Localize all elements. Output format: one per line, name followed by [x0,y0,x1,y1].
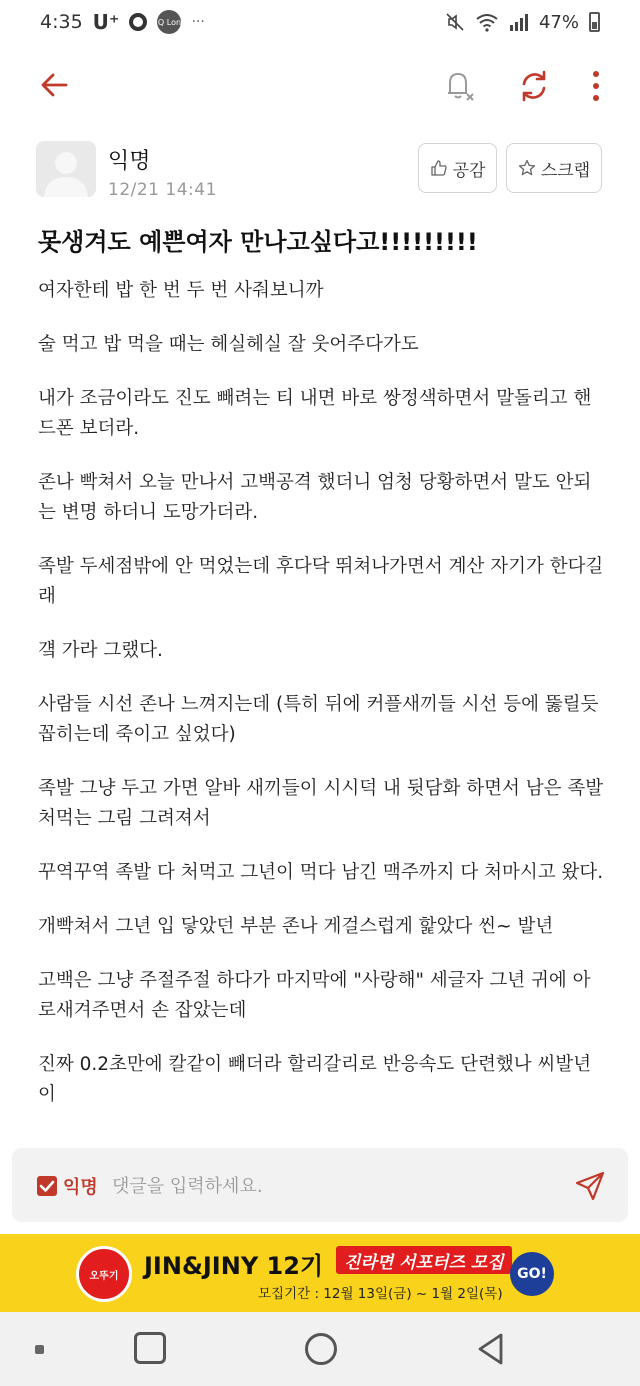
post-paragraph: 사람들 시선 존나 느껴지는데 (특히 뒤에 커플새끼들 시선 등에 뚫릴듯 꼽히는데 죽이고 싶었다) [38,694,599,745]
comment-bar [12,1148,628,1222]
post-paragraph: 고백은 그냥 주절주절 하다가 마지막에 "사랑해" 세글자 그년 귀에 아로새겨주면서 손 잡았는데 [38,970,591,1021]
battery-percent: 47% [538,11,579,33]
comment-input[interactable] [112,1166,542,1206]
back-triangle-icon[interactable] [476,1332,506,1366]
post-paragraph: 걬 가라 그랬다. [38,640,163,661]
system-nav-bar [0,1312,640,1386]
status-bar [0,0,640,44]
ad-badge: 진라면 서포터즈 모집 [336,1246,512,1274]
avatar-placeholder-icon [36,141,96,197]
recents-button[interactable] [134,1332,166,1364]
status-overflow: ··· [191,14,205,30]
bell-off-icon[interactable] [442,68,476,104]
status-time: 4:35 [40,11,83,33]
anonymous-checkbox[interactable] [37,1176,57,1196]
status-left [40,10,205,34]
post-header [0,140,640,210]
more-vertical-icon[interactable] [588,68,604,104]
arrow-left-icon[interactable] [38,68,72,102]
send-icon[interactable] [574,1170,606,1202]
post-paragraph: 개빡쳐서 그년 입 닿았던 부분 존나 게걸스럽게 핥았다 씬~ 발년 [38,916,554,937]
mute-icon [445,12,465,32]
anonymous-label: 익명 [63,1177,98,1198]
star-icon [518,159,536,177]
post-paragraph: 술 먹고 밥 먹을 때는 헤실헤실 잘 웃어주다가도 [38,334,419,355]
ad-title: JIN&JINY 12기 [144,1252,324,1280]
carrier-label: U⁺ [92,10,120,34]
like-label: 공감 [452,160,486,181]
thumbs-up-icon [430,159,448,177]
ad-go-button[interactable]: GO! [510,1252,554,1296]
wifi-icon [475,12,499,32]
post-paragraph: 족발 그냥 두고 가면 알바 새끼들이 시시덕 내 뒷담화 하면서 남은 족발 처먹는 그림 그려져서 [38,778,604,829]
brand-logo: 오뚜기 [76,1246,132,1302]
like-button[interactable] [418,143,497,193]
nav-indicator-icon [35,1345,44,1354]
notification-ring-icon [129,13,147,31]
scrap-button[interactable] [506,143,602,193]
author-name: 익명 [108,149,151,174]
post-timestamp: 12/21 14:41 [108,180,217,200]
ad-subtitle: 모집기간 : 12월 13일(금) ~ 1월 2일(목) [258,1286,503,1302]
home-button[interactable] [305,1333,337,1365]
app-bar [0,50,640,120]
refresh-icon[interactable] [516,68,552,104]
post-paragraph: 존나 빡쳐서 오늘 만나서 고백공격 했더니 엄청 당황하면서 말도 안되는 변명 하더니 도망가더라. [38,472,592,523]
post-body [38,276,608,1146]
ad-banner[interactable] [0,1234,640,1312]
post-title: 못생겨도 예쁜여자 만나고싶다고!!!!!!!!! [38,228,478,256]
post-paragraph: 내가 조금이라도 진도 빼려는 티 내면 바로 쌍정색하면서 말돌리고 핸드폰 보더라. [38,388,592,439]
scrap-label: 스크랩 [540,160,591,181]
post-paragraph: 여자한테 밥 한 번 두 번 사줘보니까 [38,280,324,301]
post-paragraph: 꾸역꾸역 족발 다 처먹고 그년이 먹다 남긴 맥주까지 다 처마시고 왔다. [38,862,604,883]
avatar [36,141,96,197]
post-paragraph: 진짜 0.2초만에 칼같이 빼더라 할리갈리로 반응속도 단련했나 씨발년이 [38,1054,592,1105]
qlon-badge: Q Lon [157,10,181,34]
battery-icon [589,12,600,32]
post-paragraph: 족발 두세점밖에 안 먹었는데 후다닥 뛰쳐나가면서 계산 자기가 한다길래 [38,556,604,607]
signal-icon [509,12,529,32]
status-right [445,12,600,33]
